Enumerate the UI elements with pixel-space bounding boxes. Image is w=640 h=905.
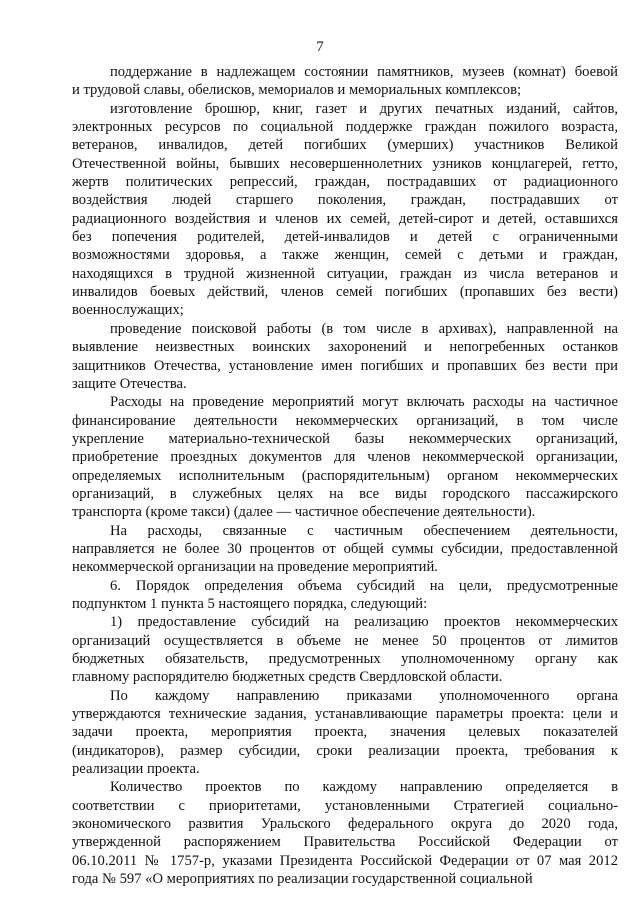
text-line: Отечественной войны, бывших несовершеннолетних узников концлагерей, гетто,: [72, 155, 618, 172]
text-line: инвалидов боевых действий, членов семей погибших (пропавших без вести): [72, 284, 618, 301]
text-line: организаций, в служебных целях на все виды городского пассажирского: [72, 485, 618, 502]
text-line: находящихся в трудной жизненной ситуации, граждан из числа ветеранов и: [72, 265, 618, 282]
text-line: соответствии с приоритетами, установленными Стратегией социально-: [72, 797, 618, 814]
text-line: 6. Порядок определения объема субсидий на цели, предусмотренные: [110, 577, 618, 594]
text-line: и трудовой славы, обелисков, мемориалов и мемориальных комплексов;: [72, 82, 522, 99]
text-line: экономического развития Уральского федерального округа до 2020 года,: [72, 816, 618, 833]
text-line: подпунктом 1 пункта 5 настоящего порядка, следующий:: [72, 595, 428, 612]
document-body: [72, 63, 618, 888]
text-line: изготовление брошюр, книг, газет и других печатных изданий, сайтов,: [110, 100, 618, 117]
paragraph: [72, 320, 618, 393]
text-line: По каждому направлению приказами уполномоченного органа: [110, 687, 618, 704]
text-line: некоммерческой организации на проведение мероприятий.: [72, 559, 438, 576]
text-line: выявление неизвестных воинских захоронений и непогребенных останков: [72, 339, 618, 356]
text-line: электронных ресурсов по социальной поддержке граждан пожилого возраста,: [72, 119, 618, 136]
text-line: поддержание в надлежащем состоянии памятников, музеев (комнат) боевой: [110, 64, 618, 80]
text-line: возможностями здоровья, а также женщин, семей с детьми и граждан,: [72, 247, 618, 264]
paragraph: [72, 687, 618, 779]
text-line: главному распорядителю бюджетных средств Свердловской области.: [72, 669, 503, 686]
text-line: бюджетных обязательств, предусмотренных уполномоченному органу как: [72, 651, 618, 667]
text-line: утвержденной распоряжением Правительства Российской Федерации от: [72, 834, 618, 851]
paragraph: [72, 522, 618, 577]
text-line: финансирование деятельности некоммерческих организаций, в том числе: [72, 412, 618, 429]
text-line: направляется не более 30 процентов от общей суммы субсидии, предоставленной: [72, 540, 618, 557]
text-line: утверждаются технические задания, устанавливающие параметры проекта: цели и: [72, 706, 618, 723]
paragraph: [72, 577, 618, 614]
text-line: определяемых исполнительным (распорядительным) органом некоммерческих: [72, 467, 618, 484]
text-line: 1) предоставление субсидий на реализацию проектов некоммерческих: [110, 614, 618, 631]
text-line: без попечения родителей, детей-инвалидов и детей с ограниченными: [72, 229, 618, 246]
text-line: воздействия людей старшего поколения, граждан, пострадавших от: [72, 192, 618, 209]
text-line: радиационного воздействия и членов их семей, детей-сирот и детей, оставшихся: [72, 210, 618, 227]
text-line: жертв политических репрессий, граждан, пострадавших от радиационного: [72, 174, 618, 191]
paragraph: [72, 100, 618, 320]
text-line: проведение поисковой работы (в том числе в архивах), направленной на: [110, 320, 618, 337]
text-line: года № 597 «О мероприятиях по реализации государственной социальной: [72, 871, 533, 888]
text-line: ветеранов, инвалидов, детей погибших (умерших) участников Великой: [72, 137, 618, 154]
text-line: (индикаторов), размер субсидии, сроки реализации проекта, требования к: [72, 742, 618, 759]
paragraph: [72, 63, 618, 100]
text-line: задачи проекта, мероприятия проекта, значения целевых показателей: [72, 724, 618, 741]
paragraph: [72, 393, 618, 521]
text-line: защитников Отечества, установление имен погибших и пропавших без вести при: [72, 357, 618, 374]
text-line: укрепление материально-технической базы некоммерческих организаций,: [72, 430, 618, 447]
text-line: транспорта (кроме такси) (далее — частичное обеспечение деятельности).: [72, 504, 536, 521]
paragraph: [72, 613, 618, 686]
text-line: 06.10.2011 № 1757-р, указами Президента Российской Федерации от 07 мая 2012: [72, 852, 618, 869]
text-line: Расходы на проведение мероприятий могут включать расходы на частичное: [110, 394, 618, 411]
text-line: организаций осуществляется в объеме не менее 50 процентов от лимитов: [72, 632, 618, 649]
text-line: Количество проектов по каждому направлению определяется в: [110, 779, 618, 796]
text-line: приобретение проездных документов для членов некоммерческой организации,: [72, 449, 618, 466]
text-line: реализации проекта.: [72, 761, 200, 778]
paragraph: [72, 778, 618, 888]
page-number: 7: [316, 39, 324, 55]
text-line: военнослужащих;: [72, 302, 184, 319]
text-line: защите Отечества.: [72, 375, 187, 392]
text-line: На расходы, связанные с частичным обеспечением деятельности,: [110, 522, 618, 539]
